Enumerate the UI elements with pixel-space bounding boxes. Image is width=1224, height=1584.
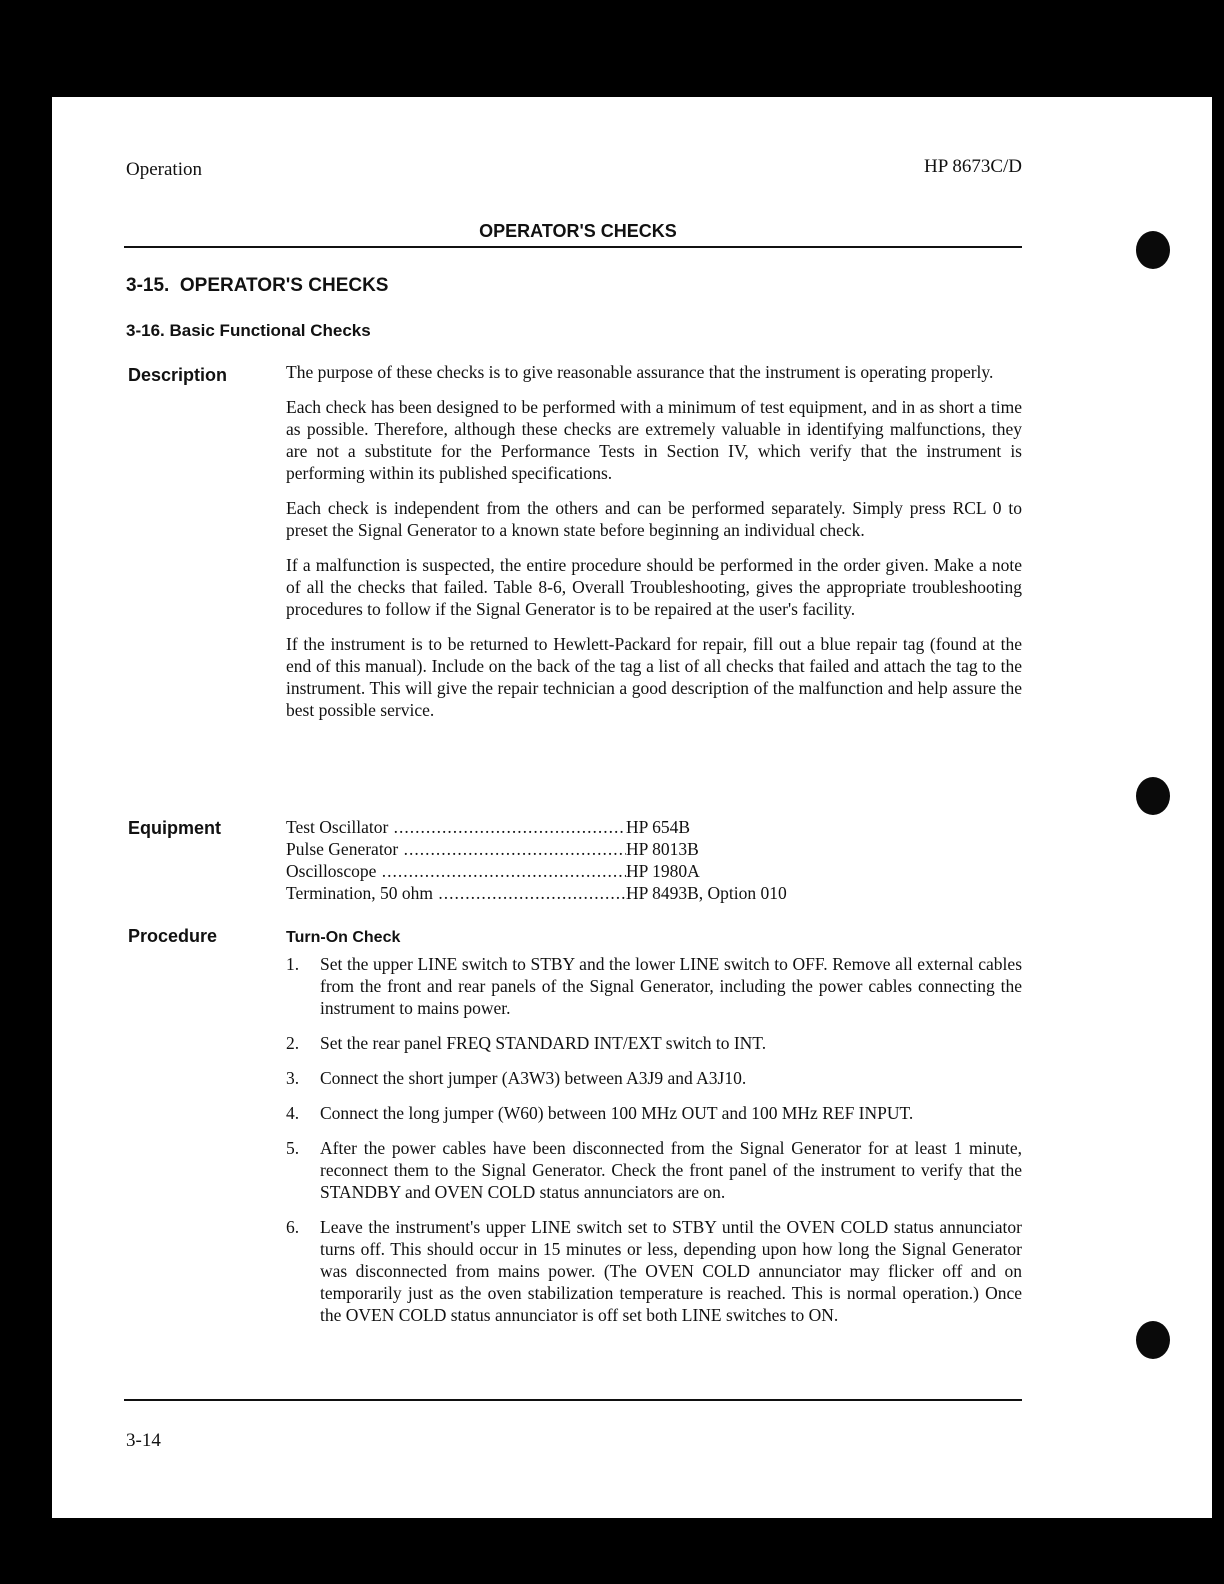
procedure-body [286,927,1022,1339]
step-text: Set the upper LINE switch to STBY and the lower LINE switch to OFF. Remove all external cables from the front and rear panels of the Signal Generator, including the power cables connecting the instrument to mains power. [320,954,1022,1018]
binder-hole-bottom [1136,1321,1170,1359]
step-text: Connect the short jumper (A3W3) between A3J9 and A3J10. [320,1068,747,1088]
footer-rule [124,1399,1022,1401]
description-paragraph: If a malfunction is suspected, the entire procedure should be performed in the order given. Make a note of all the checks that failed. Table 8-6, Overall Troubleshooting, gives the appropriate troubleshooting procedures to follow if the Signal Generator is to be repaired at the user's facility. [286,555,1022,619]
section-title: OPERATOR'S CHECKS [479,221,677,241]
step-text: After the power cables have been disconnected from the Signal Generator for at least 1 minute, reconnect them to the Signal Generator. Check the front panel of the instrument to verify that the STANDBY and OVEN COLD status annunciators are on. [320,1138,1022,1202]
procedure-step [286,1067,1022,1089]
description-paragraph: If the instrument is to be returned to Hewlett-Packard for repair, fill out a blue repair tag (found at the end of this manual). Include on the back of the tag a list of all checks that failed and attach the tag to the instrument. This will give the repair technician a good description of the malfunction and help assure the best possible service. [286,634,1022,720]
description-paragraph: The purpose of these checks is to give reasonable assurance that the instrument is operating properly. [286,362,994,382]
equipment-model: HP 8013B [626,839,699,859]
equipment-name: Test Oscillator ..... [286,816,626,838]
procedure-subheading: Turn-On Check [286,929,401,946]
step-text: Connect the long jumper (W60) between 100 MHz OUT and 100 MHz REF INPUT. [320,1103,914,1123]
procedure-step [286,1137,1022,1203]
procedure-step [286,1102,1022,1124]
equipment-label: Equipment [128,818,221,838]
manual-page [52,97,1212,1518]
equipment-row [286,816,787,838]
equipment-list [286,816,787,904]
step-number: 6. [286,1217,300,1237]
header-model-number: HP 8673C/D [923,156,1022,177]
description-paragraph: Each check is independent from the others and can be performed separately. Simply press RCL 0 to preset the Signal Generator to a known state before beginning an individual check. [286,498,1022,540]
equipment-name: Pulse Generator ..... [286,838,626,860]
heading-basic-functional-checks: 3-16. Basic Functional Checks [126,321,371,340]
equipment-model: HP 8493B, Option 010 [626,883,787,903]
description-paragraph: Each check has been designed to be performed with a minimum of test equipment, and in as short a time as possible. Therefore, although these checks are extremely valuable in identifying malfunctions, they are not a substitute for the Performance Tests in Section IV, which verify that the instrument is performing within its published specifications. [286,397,1022,483]
step-number: 5. [286,1138,300,1158]
step-number: 3. [286,1068,300,1088]
step-number: 1. [286,954,300,974]
equipment-name: Termination, 50 ohm ..... [286,882,626,904]
equipment-name: Oscilloscope ..... [286,860,626,882]
header-section-name: Operation [126,159,202,180]
page-number: 3-14 [126,1430,161,1451]
description-body [286,361,1022,734]
procedure-step [286,953,1022,1019]
step-number: 2. [286,1033,300,1053]
binder-hole-middle [1136,777,1170,815]
equipment-row [286,838,787,860]
procedure-step [286,1032,1022,1054]
step-number: 4. [286,1103,300,1123]
description-label: Description [128,365,228,385]
step-text: Set the rear panel FREQ STANDARD INT/EXT switch to INT. [320,1033,767,1053]
equipment-model: HP 654B [626,817,691,837]
equipment-row [286,882,787,904]
header-rule [124,246,1022,248]
procedure-label: Procedure [128,926,218,946]
step-text: Leave the instrument's upper LINE switch set to STBY until the OVEN COLD status annunciator turns off. This should occur in 15 minutes or less, depending upon how long the Signal Generator was disconnected from mains power. (The OVEN COLD annunciator may flicker off and on temporarily just as the oven stabilization temperature is reached. This is normal operation.) Once the OVEN COLD status annunciator is off set both LINE switches to ON. [320,1217,1022,1325]
heading-operators-checks: 3-15. OPERATOR'S CHECKS [126,275,389,296]
equipment-model: HP 1980A [626,861,700,881]
procedure-step [286,1216,1022,1326]
binder-hole-top [1136,231,1170,269]
equipment-row [286,860,787,882]
